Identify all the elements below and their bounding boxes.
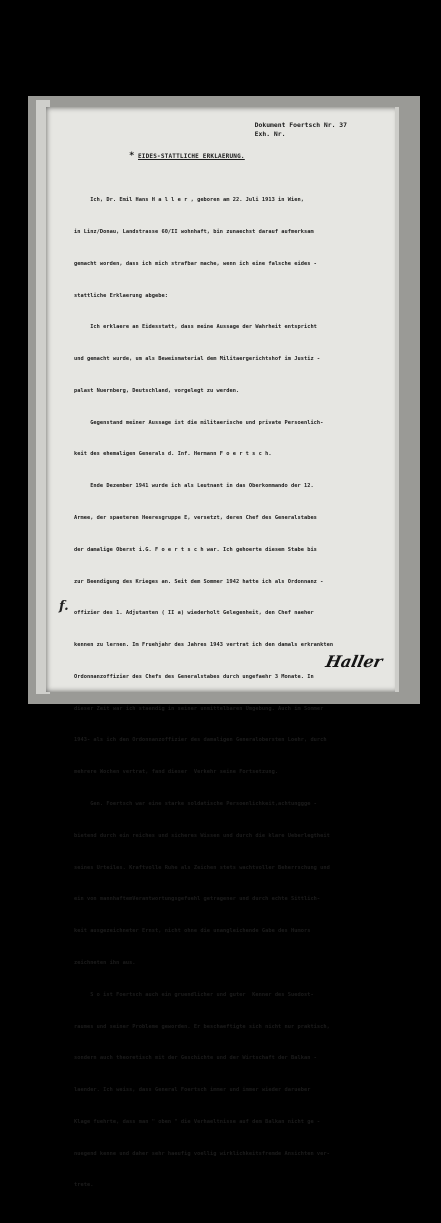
body-line: Ich erklaere an Eidesstatt, dass meine Aussage der Wahrheit entspricht (74, 324, 317, 331)
body-line: stattliche Erklaerung abgebe: (74, 292, 168, 299)
body-line: palast Nuernberg, Deutschland, vorgelegt zu werden. (74, 387, 240, 394)
body-line: S o ist Foertsch auch ein gruendlicher und guter Kenner des Suedost- (74, 991, 314, 998)
body-line: mehrere Wochen vertrat, fand dieser Verkehr seine Fortsetzung. (74, 769, 279, 776)
body-line: Ende Dezember 1941 wurde ich als Leutnant in das Oberkommando der 12. (74, 483, 314, 490)
document-reference (255, 121, 347, 139)
body-line: Klage fuehrte, dass man " oben " die Verhaeltnisse auf dem Balkan nicht ge - (74, 1118, 321, 1125)
body-line: zur Beendigung des Krieges an. Seit dem Sommer 1942 hatte ich als Ordonnanz - (74, 578, 324, 585)
body-line: Ich, Dr. Emil Hans H a l l e r , geboren am 22. Juli 1913 in Wien, (74, 197, 304, 204)
document-number: Dokument Foertsch Nr. 37 (254, 121, 347, 129)
body-line: offizier des 1. Adjutanten ( II a) wiederholt Gelegenheit, den Chef naeher (74, 610, 314, 617)
body-line: seines Urteiles. Kraftvolle Ruhe als Zeichen stets wachtvoller Beherrschung und (74, 864, 330, 871)
handwritten-signature: Haller (323, 652, 385, 671)
bullet-mark: * (129, 151, 135, 161)
body-line: gemacht worden, dass ich mich strafbar mache, wenn ich eine falsche eides - (74, 260, 317, 267)
body-line: zeichneten ihn aus. (74, 959, 136, 966)
body-line: und gemacht wurde, um als Beweismaterial dem Militaergerichtshof im Justiz - (74, 356, 321, 363)
body-line: Gegenstand meiner Aussage ist die militaerische und private Persoenlich- (74, 419, 324, 426)
body-line: Gen. Foertsch war eine starke soldatische Persoenlichkeit,achtunggge - (74, 801, 317, 808)
body-line: ein von mannhaftemVerantwortungsgefuehl getragener und durch echte Sittlich- (74, 896, 321, 903)
document-page (46, 107, 399, 1189)
body-line: trete. (74, 1182, 94, 1189)
body-line: in Linz/Donau, Landstrasse 60/II wohnhaft, bin zunaechst darauf aufmerksam (74, 228, 314, 235)
body-line: 1943- als ich den Ordonnanzoffizier des damaligen Generalobersten Loehr, durch (74, 737, 327, 744)
body-line: der damalige Oberst i.G. F o e r t s c h war. Ich gehoerte diesem Stabe bis (74, 546, 317, 553)
handwritten-margin-mark: f. (59, 599, 69, 614)
body-line: dieser Zeit war ich staendig in seiner unmittelbaren Umgebung. Auch im Sommer (74, 705, 324, 712)
exhibit-number: Exh. Nr. (254, 130, 286, 138)
body-line: kennen zu lernen. Im Fruehjahr des Jahres 1943 vertrat ich den damals erkrankten (74, 642, 334, 649)
body-line: bietend durch ein reiches und sicheres Wissen und durch die klare Ueberlegtheit (74, 832, 330, 839)
body-line: nuegend kenne und daher sehr haeufig voellig wirklichkeitsfremde Ansichten ver- (74, 1150, 330, 1157)
body-line: keit ausgezeichneter Ernst, nicht ohne die unangleichende Gabe des Humors (74, 928, 311, 935)
body-line: laender. Ich weiss, dass General Foertsch immer und immer wieder darueber (74, 1087, 311, 1094)
body-line: raumes und seiner Probleme geworden. Er beschaeftigte sich nicht nur praktisch, (74, 1023, 330, 1030)
body-line: Ordonnanzoffizier des Chefs des Generalstabes durch ungefaehr 3 Monate. In (74, 673, 314, 680)
body-line: Armee, der spaeteren Heeresgruppe E, versetzt, deren Chef des Generalstabes (74, 515, 317, 521)
body-line: keit des ehemaligen Generals d. Inf. Hermann F o e r t s c h. (74, 451, 272, 458)
page-edge (395, 107, 399, 692)
document-title: EIDES-STATTLICHE ERKLAERUNG. (138, 153, 245, 160)
body-line: sondern auch theoretisch mit der Geschichte und der Wirtschaft der Balkan - (74, 1055, 317, 1062)
document-body (59, 174, 392, 1223)
